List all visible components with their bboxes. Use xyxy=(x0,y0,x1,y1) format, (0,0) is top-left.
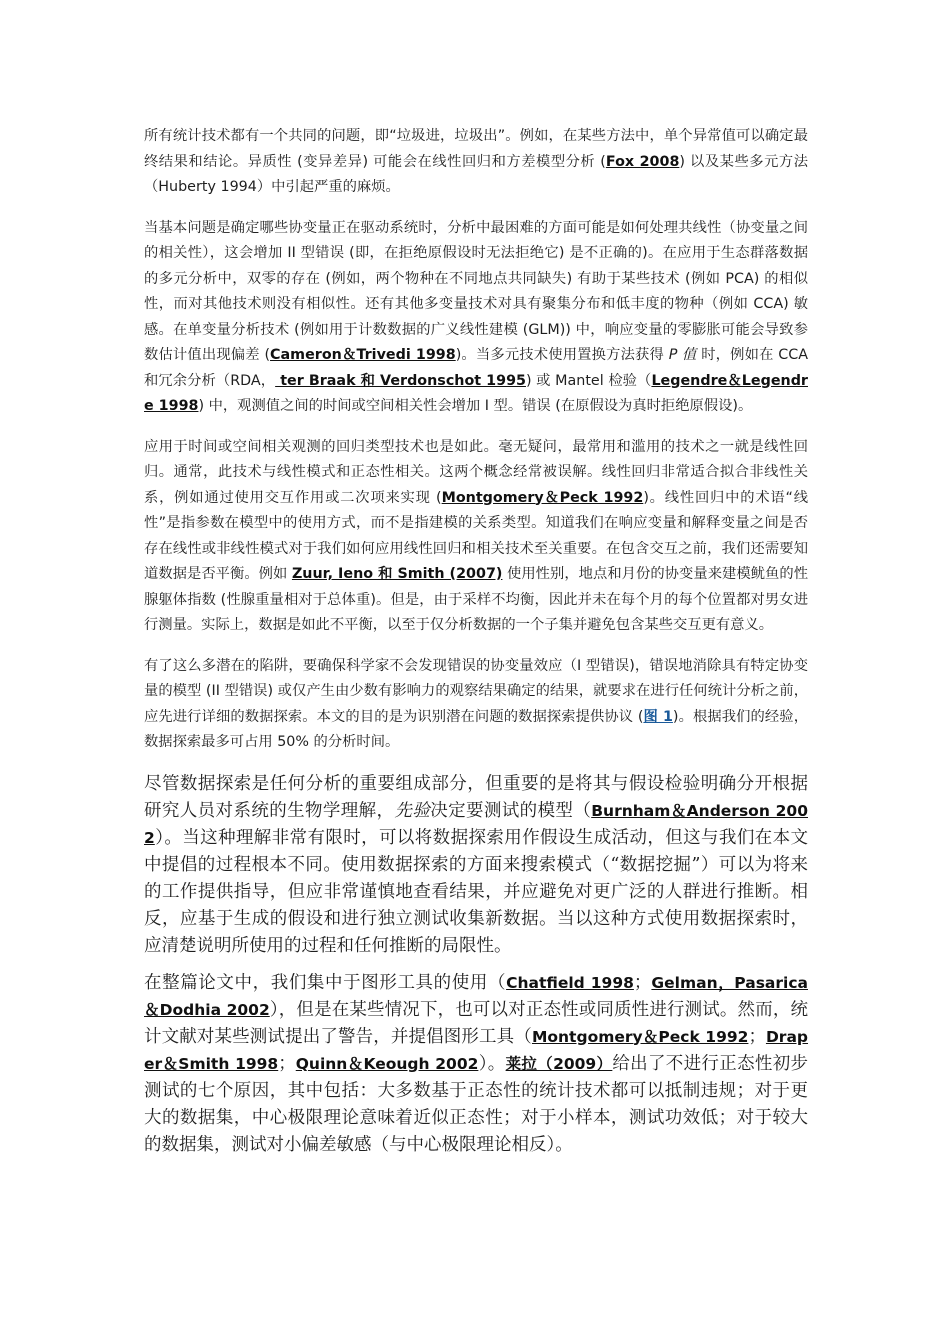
citation-link[interactable]: Zuur, Ieno 和 Smith (2007) xyxy=(291,566,503,582)
body-text: )。线性回归中的术语“线性”是指参数在模型中的使用方式，而不是指建模的关系类型。知道我们在响应变量和解释变量之间是否存在线性或非线性模式对于我们如何应用线性回归和相关技术至关重要。在包含交互之前，我们还需要知道数据是否平衡。例如 xyxy=(144,489,808,582)
citation-link[interactable]: ter Braak 和 Verdonschot 1995 xyxy=(275,372,526,389)
citation-link[interactable]: Legendre＆Legendre 1998 xyxy=(144,372,808,414)
italic-text: P 值 xyxy=(668,347,697,363)
body-text: ) 以及某些多元方法（Huberty 1994）中引起严重的麻烦。 xyxy=(144,153,809,195)
citation-link[interactable]: Draper＆Smith 1998 xyxy=(144,1027,809,1073)
body-text: 尽管数据探索是任何分析的重要组成部分，但重要的是将其与假设检验明确分开根据研究人员对系统的生物学理解， xyxy=(144,773,808,821)
citation-link[interactable]: Quinn＆Keough 2002 xyxy=(295,1054,479,1073)
citation-link[interactable]: 莱拉（2009） xyxy=(505,1054,613,1073)
body-text: 有了这么多潜在的陷阱，要确保科学家不会发现错误的协变量效应（I 型错误)，错误地消除具有特定协变量的模型 (II 型错误) 或仅产生由少数有影响力的观察结果确定的结果，就要求在进行任何统计分析之前，应先进行详细的数据探索。本文的目的是为识别潜在问题的数据探索提供协议 ( xyxy=(144,657,808,725)
body-text: 给出了不进行正态性初步测试的七个原因，其中包括：大多数基于正态性的统计技术都可以抵制违规；对于更大的数据集，中心极限理论意味着近似正态性；对于小样本，测试功效低；对于较大的数据集，测试对小偏差敏感（与中心极限理论相反）。 xyxy=(144,1053,809,1155)
citation-link[interactable]: Fox 2008 xyxy=(605,153,680,170)
body-text: ），但是在某些情况下，也可以对正态性或同质性进行测试。然而，统计文献对某些测试提出了警告，并提倡图形工具（ xyxy=(144,999,808,1047)
citation-link[interactable]: Montgomery＆Peck 1992 xyxy=(441,489,644,506)
body-text: )。根据我们的经验，数据探索最多可占用 50% 的分析时间。 xyxy=(144,708,808,750)
body-text: 在整篇论文中，我们集中于图形工具的使用（ xyxy=(144,972,507,993)
paragraph-6 xyxy=(144,970,808,1159)
paragraph-5 xyxy=(144,771,808,960)
body-text: ）。 xyxy=(478,1053,506,1074)
body-text: 当基本问题是确定哪些协变量正在驱动系统时，分析中最困难的方面可能是如何处理共线性（协变量之间的相关性），这会增加 II 型错误 (即，在拒绝原假设时无法拒绝它) 是不正确的)。在应用于生态群落数据的多元分析中，双零的存在 (例如，两个物种在不同地点共同缺失) 有助于某些技术 (例如 PCA) 的相似性，而对其他技术则没有相似性。还有其他多变量技术对具有聚集分布和低丰度的物种（例如 CCA) 敏感。在单变量分析技术 (例如用于计数数据的广义线性建模 (GLM)) 中，响应变量的零膨胀可能会导致参数估计值出现偏差 ( xyxy=(144,219,808,363)
body-text: ）。当这种理解非常有限时，可以将数据探索用作假设生成活动，但这与我们在本文中提倡的过程根本不同。使用数据探索的方面来搜索模式（“数据挖掘”）可以为将来的工作提供指导，但应非常谨慎地查看结果，并应避免对更广泛的人群进行推断。相反，应基于生成的假设和进行独立测试收集新数据。当以这种方式使用数据探索时，应清楚说明所使用的过程和任何推断的局限性。 xyxy=(144,827,808,956)
body-text: ) 中，观测值之间的时间或空间相关性会增加 I 型。错误 (在原假设为真时拒绝原假设)。 xyxy=(198,398,753,414)
paragraph-3 xyxy=(144,435,808,639)
citation-link[interactable]: Cameron＆Trivedi 1998 xyxy=(270,347,456,363)
body-text: 决定要测试的模型（ xyxy=(430,800,592,821)
paragraph-4 xyxy=(144,654,808,756)
citation-link[interactable]: Gelman，Pasarica＆Dodhia 2002 xyxy=(144,973,808,1019)
body-text: ； xyxy=(748,1026,766,1047)
paragraph-1 xyxy=(144,124,808,201)
body-text: 应用于时间或空间相关观测的回归类型技术也是如此。毫无疑问，最常用和滥用的技术之一就是线性回归。通常，此技术与线性模式和正态性相关。这两个概念经常被误解。线性回归非常适合拟合非线性关系，例如通过使用交互作用或二次项来实现 ( xyxy=(144,438,808,506)
body-text: ) 或 Mantel 检验（ xyxy=(525,372,652,389)
figure-link[interactable]: 图 1 xyxy=(643,708,673,725)
body-text: 时，例如在 CCA 和冗余分析（RDA， xyxy=(144,347,809,389)
italic-text: 先验 xyxy=(394,800,431,821)
body-text: 使用性别，地点和月份的协变量来建模鱿鱼的性腺躯体指数 (性腺重量相对于总体重)。但是，由于采样不均衡，因此并未在每个月的每个位置都对男女进行测量。实际上，数据是如此不平衡，以至于仅分析数据的一个子集并避免包含某些交互更有意义。 xyxy=(144,566,808,633)
citation-link[interactable]: Chatfield 1998 xyxy=(506,973,634,992)
body-text: ； xyxy=(278,1053,296,1074)
document-body xyxy=(144,124,808,1169)
citation-link[interactable]: Montgomery＆Peck 1992 xyxy=(531,1027,749,1046)
citation-link[interactable]: Burnham＆Anderson 2002 xyxy=(144,801,808,847)
body-text: 所有统计技术都有一个共同的问题，即“垃圾进，垃圾出”。例如，在某些方法中，单个异常值可以确定最终结果和结论。异质性 (变异差异) 可能会在线性回归和方差模型分析 ( xyxy=(144,128,808,170)
paragraph-2 xyxy=(144,216,808,420)
body-text: ； xyxy=(633,972,652,993)
body-text: )。当多元技术使用置换方法获得 xyxy=(455,347,669,363)
